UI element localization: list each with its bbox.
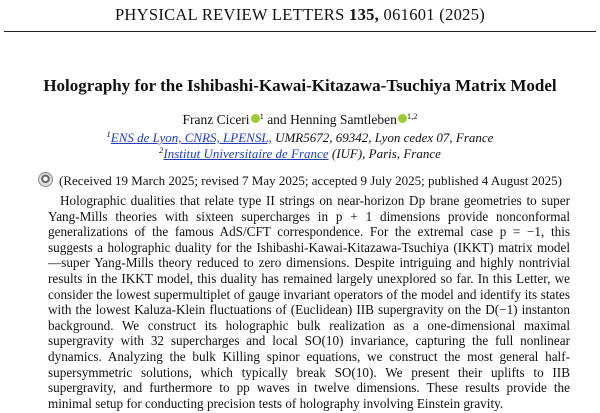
author-name[interactable]: Franz Ciceri xyxy=(182,112,250,127)
author-affil-sup: 1 xyxy=(259,111,264,121)
author-name[interactable]: Henning Samtleben xyxy=(290,112,397,127)
author-list xyxy=(0,112,600,128)
publication-dates xyxy=(0,172,600,189)
orcid-icon[interactable] xyxy=(398,114,407,123)
orcid-icon[interactable] xyxy=(251,114,260,123)
abstract: Holographic dualities that relate type II strings on near-horizon Dp brane geometries to super Yang-Mills theories with sixteen supercharges in p + 1 dimensions provide nonconformal generalizations of the famous AdS/CFT correspondence. For the extremal case p = −1, this suggests a holographic duality for the Ishibashi-Kawai-Kitazawa-Tsuchiya (IKKT) matrix model—super Yang-Mills theory reduced to zero dimensions. Despite intriguing and highly nontrivial results in the IKKT model, this duality has remained largely unexplored so far. In this Letter, we consider the lowest supermultiplet of gauge invariant operators of the model and identify its states with the lowest Kaluza-Klein fluctuations of (Euclidean) IIB supergravity on the D(−1) instanton background. We construct its holographic bulk realization as a one-dimensional maximal supergravity with 32 supercharges and local SO(10) invariance, capturing the full nonlinear dynamics. Analyzing the bulk Killing spinor equations, we construct the most general half-supersymmetric solutions, which typically break SO(10). We present their uplifts to IIB supergravity, and furthermore to pp waves in twelve dimensions. These results provide the minimal setup for conducting precision tests of holography involving Einstein gravity. xyxy=(48,193,570,411)
journal-name: PHYSICAL REVIEW LETTERS xyxy=(114,5,345,24)
article-number: 061601 (2025) xyxy=(383,5,486,24)
affil-sup: 1 xyxy=(106,129,111,139)
affiliation xyxy=(0,146,600,162)
affiliation-link[interactable]: ENS de Lyon, CNRS, LPENSL, xyxy=(110,130,272,145)
check-for-updates-icon[interactable] xyxy=(38,172,53,187)
header-rule xyxy=(4,31,596,32)
journal-volume: 135, xyxy=(349,5,380,24)
author-affil-sup: 1,2 xyxy=(406,111,418,121)
paper-title: Holography for the Ishibashi-Kawai-Kitazawa-Tsuchiya Matrix Model xyxy=(43,76,557,95)
affiliation-link[interactable]: Institut Universitaire de France xyxy=(163,146,329,161)
affiliation-rest: (IUF), Paris, France xyxy=(331,146,441,161)
affiliation xyxy=(0,130,600,146)
affil-sup: 2 xyxy=(159,145,164,155)
affiliation-rest: UMR5672, 69342, Lyon cedex 07, France xyxy=(275,130,494,145)
dates-text: (Received 19 March 2025; revised 7 May 2025; accepted 9 July 2025; published 4 August 2025) xyxy=(59,173,562,188)
journal-header xyxy=(0,5,600,25)
author-joiner: and xyxy=(267,112,287,127)
